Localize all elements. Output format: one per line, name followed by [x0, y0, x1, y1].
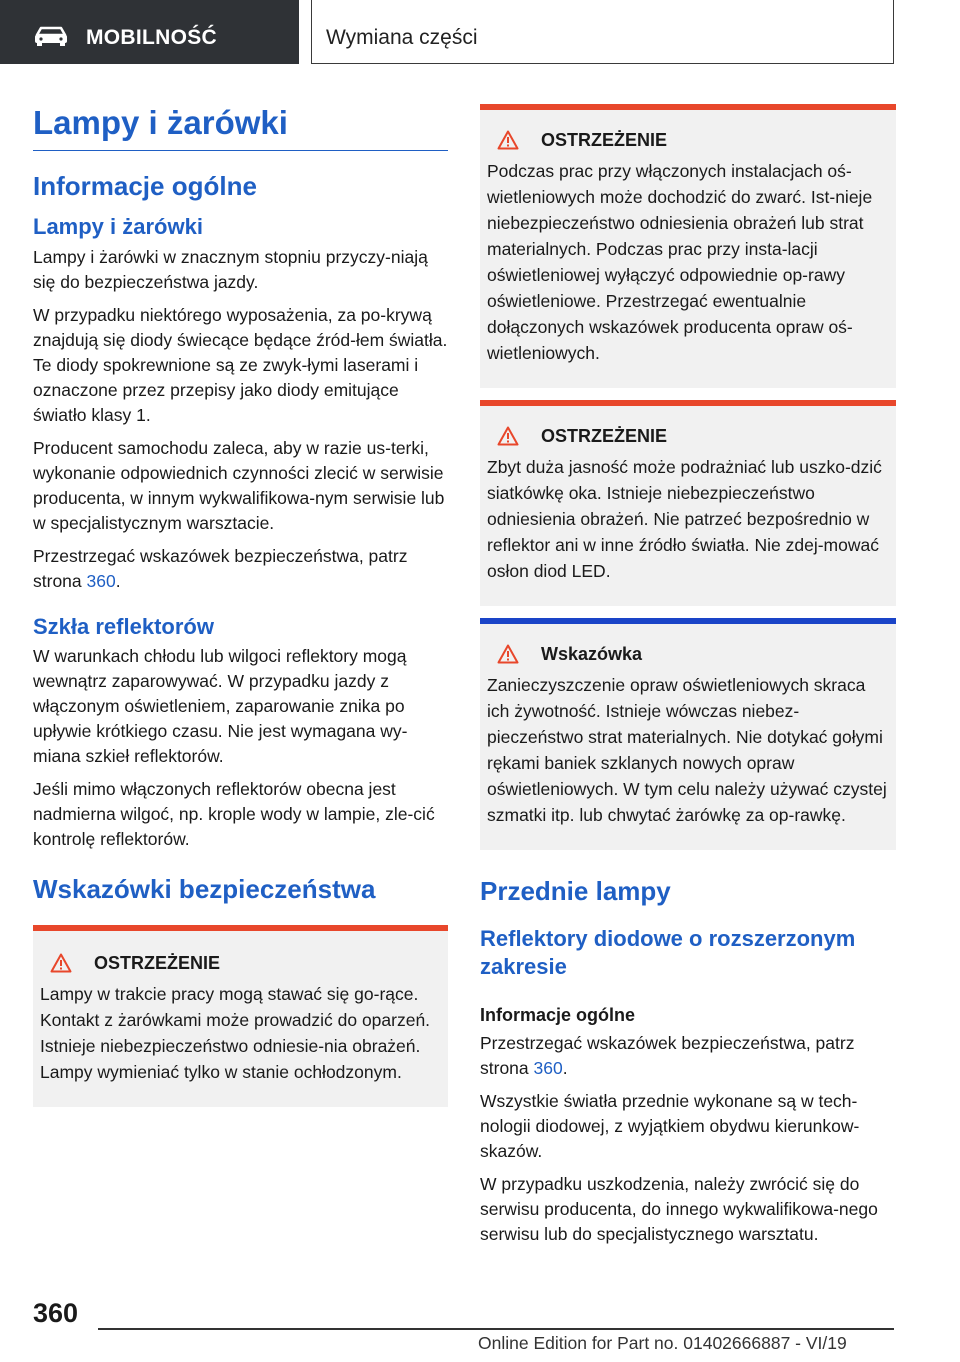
heading-general-info-sub: Informacje ogólne [480, 1005, 636, 1026]
warning-box [480, 104, 896, 388]
page-number: 360 [33, 1298, 79, 1328]
paragraph: Jeśli mimo włączonych reflektorów obecna jest nadmierna wilgoć, np. krople wody w lampie, zle-cić kontrolę reflektorów. [33, 778, 435, 849]
heading-front-lamps: Przednie lampy [480, 876, 671, 906]
chapter-header [311, 0, 894, 64]
warning-icon [497, 426, 519, 446]
paragraph: Wszystkie światła przednie wykonane są w tech-nologii diodowej, z wyjątkiem obydwu kierunkow-skazów. [480, 1090, 860, 1161]
paragraph: Producent samochodu zaleca, aby w razie us-terki, wykonanie odpowiednich czynności zlecić w serwisie producenta, w innym wykwalifikowa-nym serwisie lub w specjalistycznym warsztacie. [33, 437, 445, 533]
note-title: Wskazówka [541, 644, 643, 664]
caution-icon [497, 644, 519, 664]
note-box [480, 618, 896, 850]
warning-text: Podczas prac przy włączonych instalacjach oś-wietleniowych może dochodzić do zwarć. Ist-nieje niebezpieczeństwo odniesienia obrażeń lub strat materialnych. Podczas prac przy insta-lacji oświetleniowej wyłączyć odpowiednie op-rawy oświetleniowe. Przestrzegać ewentualnie dołączonych wskazówek producenta opraw oś-wietleniowych. [487, 161, 873, 363]
warning-text: Zbyt duża jasność może podrażniać lub uszko-dzić siatkówkę oka. Istnieje niebezpieczeństwo odniesienia obrażeń. Nie patrzeć bezpośrednio w reflektor ani w inne źródło światła. Nie zdej-mować osłon diod LED. [487, 457, 882, 581]
warning-text: Lampy w trakcie pracy mogą stawać się go-rące. Kontakt z żarówkami może prowadzić do oparzeń. Istnieje niebezpieczeństwo odniesie-nia obrażeń. Lampy wymieniać tylko w stanie ochłodzonym. [40, 984, 431, 1083]
heading-safety: Wskazówki bezpieczeństwa [33, 873, 376, 904]
note-text: Zanieczyszczenie opraw oświetleniowych skraca ich żywotność. Istnieje wówczas niebez-pieczeństwo strat materialnych. Nie dotykać gołymi rękami baniek szklanych nowych opraw oświetleniowych. W tym celu należy używać czystej szmatki itp. lub chwytać żarówkę za op-rawkę. [487, 675, 887, 825]
heading-headlight-glass: Szkła reflektorów [33, 613, 214, 639]
warning-icon [50, 953, 72, 973]
warning-icon [497, 130, 519, 150]
paragraph: Przestrzegać wskazówek bezpieczeństwa, patrz strona 360. [480, 1032, 855, 1078]
heading-general-info: Informacje ogólne [33, 170, 257, 201]
heading-lamps: Lampy i żarówki [33, 214, 203, 240]
paragraph: Lampy i żarówki w znacznym stopniu przyczy-niają się do bezpieczeństwa jazdy. [33, 246, 428, 292]
warning-title: OSTRZEŻENIE [541, 426, 668, 446]
section-tab [0, 0, 299, 64]
car-icon [34, 26, 68, 46]
page-title: Lampy i żarówki [33, 104, 448, 151]
warning-title: OSTRZEŻENIE [94, 953, 221, 974]
warning-title: OSTRZEŻENIE [541, 130, 668, 150]
footer-divider [98, 1328, 894, 1330]
paragraph: W przypadku uszkodzenia, należy zwrócić się do serwisu producenta, do innego wykwalifikowa-nego serwisu lub do specjalistycznego warsztatu. [480, 1173, 878, 1244]
left-column [33, 104, 448, 1107]
paragraph: W przypadku niektórego wyposażenia, za po-krywą znajdują się diody świecące będące źród-łem światła. Te diody spokrewnione są ze zwyk-łymi laserami i oznaczone przez przepisy jako diody emitujące światło klasy 1. [33, 304, 448, 425]
warning-box [480, 400, 896, 606]
paragraph: Przestrzegać wskazówek bezpieczeństwa, patrz strona 360. [33, 545, 408, 591]
page-link[interactable]: 360 [533, 1057, 563, 1078]
heading-led-headlights: Reflektory diodowe o rozszerzonym zakresie [480, 926, 856, 980]
paragraph: W warunkach chłodu lub wilgoci reflektory mogą wewnątrz zaparowywać. W przypadku jazdy z włączonym oświetleniem, zaparowanie znika po upływie krótkiego czasu. Nie jest wymagana wy-miana szkieł reflektorów. [33, 645, 408, 766]
page-link[interactable]: 360 [86, 570, 116, 591]
warning-box [33, 925, 448, 1107]
chapter-label: Wymiana części [326, 26, 478, 49]
right-column [480, 104, 896, 1255]
edition-text: Online Edition for Part no. 01402666887 - VI/19 [478, 1333, 847, 1353]
section-label: MOBILNOŚĆ [86, 26, 218, 49]
